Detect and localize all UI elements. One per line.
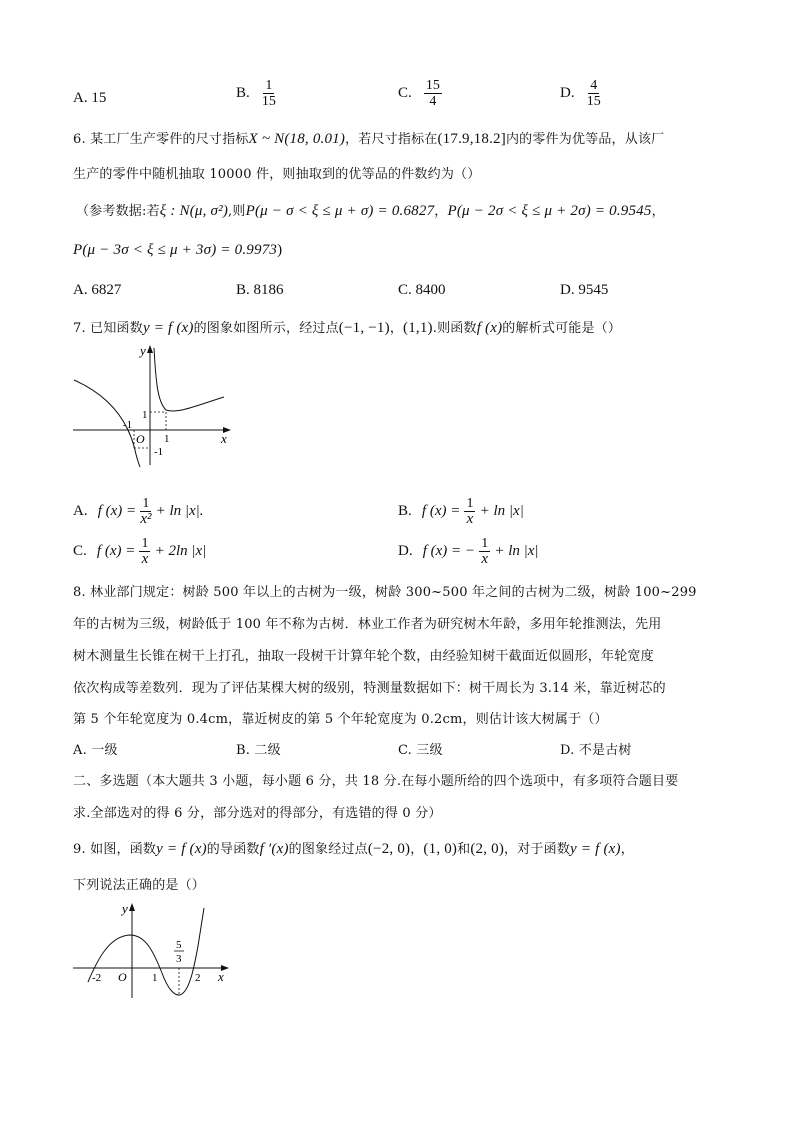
q9-stem-line2: 下列说法正确的是（） <box>73 878 206 893</box>
q7-option-c <box>73 536 206 567</box>
q7-c-den: x <box>141 551 149 567</box>
q9-text-b: 的导函数 <box>206 842 260 857</box>
q5-option-d <box>560 78 601 109</box>
q9-text-a: 9. 如图，函数 <box>73 842 157 857</box>
section2-heading-line1: 二、多选题（本大题共 3 小题，每小题 6 分，共 18 分.在每小题所给的四个选项中，有多项符合题目要 <box>73 774 679 789</box>
q7-a-den: x² <box>140 511 152 527</box>
q5-d-num: 4 <box>590 78 598 93</box>
q6-math-interval: (17.9,18.2] <box>437 131 506 147</box>
q6-ref-close: ) <box>277 242 283 258</box>
q9-math-func2: y = f (x) <box>570 841 621 857</box>
q9-one-label: 1 <box>152 972 158 984</box>
q6-ref-text-a: （参考数据:若 <box>76 204 160 219</box>
q8-line-4: 依次构成等差数列．现为了评估某棵大树的级别，特测量数据如下：树干周长为 3.14 米，靠近树芯的 <box>73 681 666 696</box>
q8-option-a: A. 一级 <box>73 743 118 758</box>
q5-option-b-fraction <box>262 78 276 109</box>
q6-ref-text-c: ， <box>434 204 448 219</box>
q9-math-deriv: f ′(x) <box>259 841 289 857</box>
q6-stem-line2: 生产的零件中随机抽取 10000 件，则抽取到的优等品的件数约为（） <box>73 167 481 182</box>
q7-origin-label: O <box>136 432 145 446</box>
q5-c-num: 15 <box>425 78 440 93</box>
q6-ref-math-1sigma: P(μ − σ < ξ ≤ μ + σ) = 0.6827 <box>245 203 435 219</box>
q9-origin-label: O <box>118 970 127 984</box>
q8-option-c: C. 三级 <box>398 743 443 758</box>
q8-line-2: 年的古树为三级，树龄低于 100 年不称为古树．林业工作者为研究树木年龄，多用年轮推测法，先用 <box>73 617 662 632</box>
q7-c-post: + 2ln |x| <box>154 543 207 559</box>
q7-y-arrow <box>147 345 153 353</box>
q7-option-b <box>398 496 524 527</box>
q9-two-label: 2 <box>195 972 201 984</box>
q7-pos1-y-label: 1 <box>142 409 148 421</box>
q6-ref-math-normal: ξ : N(μ, σ²) <box>159 203 229 219</box>
q9-math-p2: (1, 0) <box>423 841 458 857</box>
q5-b-num: 1 <box>265 78 273 93</box>
q6-option-b: B. 8186 <box>236 282 284 298</box>
q9-graph <box>68 898 238 1008</box>
q6-ref-math-3sigma: P(μ − 3σ < ξ ≤ μ + 3σ) = 0.9973 <box>73 242 278 258</box>
q7-d-den: x <box>481 551 489 567</box>
q9-text-f: ，对于函数 <box>504 842 571 857</box>
q5-option-b <box>236 78 276 109</box>
q6-option-c: C. 8400 <box>398 282 446 298</box>
q6-text-a: 6. 某工厂生产零件的尺寸指标 <box>73 132 249 147</box>
q9-y-label: y <box>122 901 128 916</box>
q7-a-post: + ln |x|. <box>155 503 204 519</box>
q7-c-pre: f (x) = <box>96 543 136 559</box>
q7-text-b: 的图象如图所示，经过点 <box>193 321 339 336</box>
q7-a-fraction <box>140 496 151 527</box>
q7-b-pre: f (x) = <box>421 503 461 519</box>
q7-b-fraction <box>464 496 475 527</box>
q7-x-label: x <box>221 431 227 446</box>
q8-line-3: 树木测量生长锥在树干上打孔，抽取一段树干计算年轮个数，由经验知树干截面近似圆形，年轮宽度 <box>73 649 654 664</box>
q7-graph <box>68 340 238 470</box>
q9-text-g: ， <box>620 842 634 857</box>
q7-b-num: 1 <box>466 496 474 511</box>
q9-text-c: 的图象经过点 <box>288 842 368 857</box>
q7-d-pre: f (x) = − <box>422 543 476 559</box>
q6-stem-line1 <box>73 128 664 148</box>
q7-text-a: 7. 已知函数 <box>73 321 143 336</box>
q7-curve-right <box>154 348 224 411</box>
q5-option-b-label: B. <box>236 85 250 101</box>
q7-text-e: 的解析式可能是（） <box>502 321 622 336</box>
q7-text-d: .则函数 <box>432 321 477 336</box>
q6-ref-text-d: ， <box>651 204 665 219</box>
q8-option-d: D. 不是古树 <box>560 743 632 758</box>
q7-option-d <box>398 536 539 567</box>
q5-option-c-fraction <box>424 78 442 109</box>
q7-d-num: 1 <box>481 536 489 551</box>
q9-x-label: x <box>218 969 224 984</box>
q7-a-num: 1 <box>142 496 150 511</box>
q5-option-a: A. 15 <box>73 90 107 106</box>
q5-option-d-fraction <box>587 78 601 109</box>
q5-option-c-label: C. <box>398 85 412 101</box>
q7-c-label: C. <box>73 543 87 559</box>
q6-option-d: D. 9545 <box>560 282 609 298</box>
q8-line-5: 第 5 个年轮宽度为 0.4cm，靠近树皮的第 5 个年轮宽度为 0.2cm，则估计该大树属于（） <box>73 712 608 727</box>
q6-option-a: A. 6827 <box>73 282 122 298</box>
q7-pos1-x-label: 1 <box>164 433 170 445</box>
q9-text-d: ， <box>410 842 424 857</box>
q6-math-distribution: X ~ N(18, 0.01) <box>248 131 346 147</box>
q5-option-d-label: D. <box>560 85 575 101</box>
q7-math-point1: (−1, −1) <box>338 320 390 336</box>
q7-neg1-x-label: -1 <box>123 419 133 431</box>
q5-c-den: 4 <box>429 94 437 109</box>
q7-c-num: 1 <box>141 536 149 551</box>
q9-frac-den: 3 <box>176 953 182 965</box>
q8-option-b: B. 二级 <box>236 743 281 758</box>
q5-d-den: 15 <box>586 94 601 109</box>
q7-d-fraction <box>479 536 490 567</box>
q6-ref-text-b: ,则 <box>228 204 246 219</box>
q9-frac-num: 5 <box>176 939 182 951</box>
q7-b-den: x <box>466 511 474 527</box>
q7-math-point2: (1,1) <box>403 320 433 336</box>
q6-text-c: 内的零件为优等品，从该厂 <box>505 132 665 147</box>
q7-a-label: A. <box>73 503 88 519</box>
q9-text-e: 和 <box>457 842 471 857</box>
q7-math-func: y = f (x) <box>142 320 194 336</box>
q9-derivative-curve <box>88 908 204 995</box>
q9-math-p3: (2, 0) <box>470 841 505 857</box>
q6-ref-math-2sigma: P(μ − 2σ < ξ ≤ μ + 2σ) = 0.9545 <box>447 203 652 219</box>
q7-option-a <box>73 496 204 527</box>
q7-c-fraction <box>139 536 150 567</box>
q7-a-pre: f (x) = <box>97 503 137 519</box>
q7-d-label: D. <box>398 543 413 559</box>
q6-reference-line2 <box>73 242 282 259</box>
q9-stem-line1 <box>73 838 634 858</box>
q9-neg2-label: -2 <box>92 972 102 984</box>
q7-y-label: y <box>140 343 146 358</box>
q7-math-fx: f (x) <box>476 320 503 336</box>
q7-text-c: ， <box>389 321 404 336</box>
q9-math-p1: (−2, 0) <box>367 841 411 857</box>
q8-line-1: 8. 林业部门规定：树龄 500 年以上的古树为一级，树龄 300~500 年之间的古树为二级，树龄 100~299 <box>73 585 697 600</box>
q7-b-post: + ln |x| <box>479 503 524 519</box>
q7-stem <box>73 317 621 337</box>
q7-neg1-y-label: -1 <box>154 446 164 458</box>
q9-y-arrow <box>129 903 135 911</box>
q5-option-c <box>398 78 442 109</box>
q6-text-b: ，若尺寸指标在 <box>345 132 438 147</box>
q7-b-label: B. <box>398 503 412 519</box>
q9-math-func: y = f (x) <box>156 841 207 857</box>
section2-heading-line2: 求.全部选对的得 6 分，部分选对的得部分，有选错的得 0 分） <box>73 806 442 821</box>
q5-b-den: 15 <box>261 94 276 109</box>
q7-d-post: + ln |x| <box>494 543 539 559</box>
q6-reference-line1 <box>76 200 665 220</box>
